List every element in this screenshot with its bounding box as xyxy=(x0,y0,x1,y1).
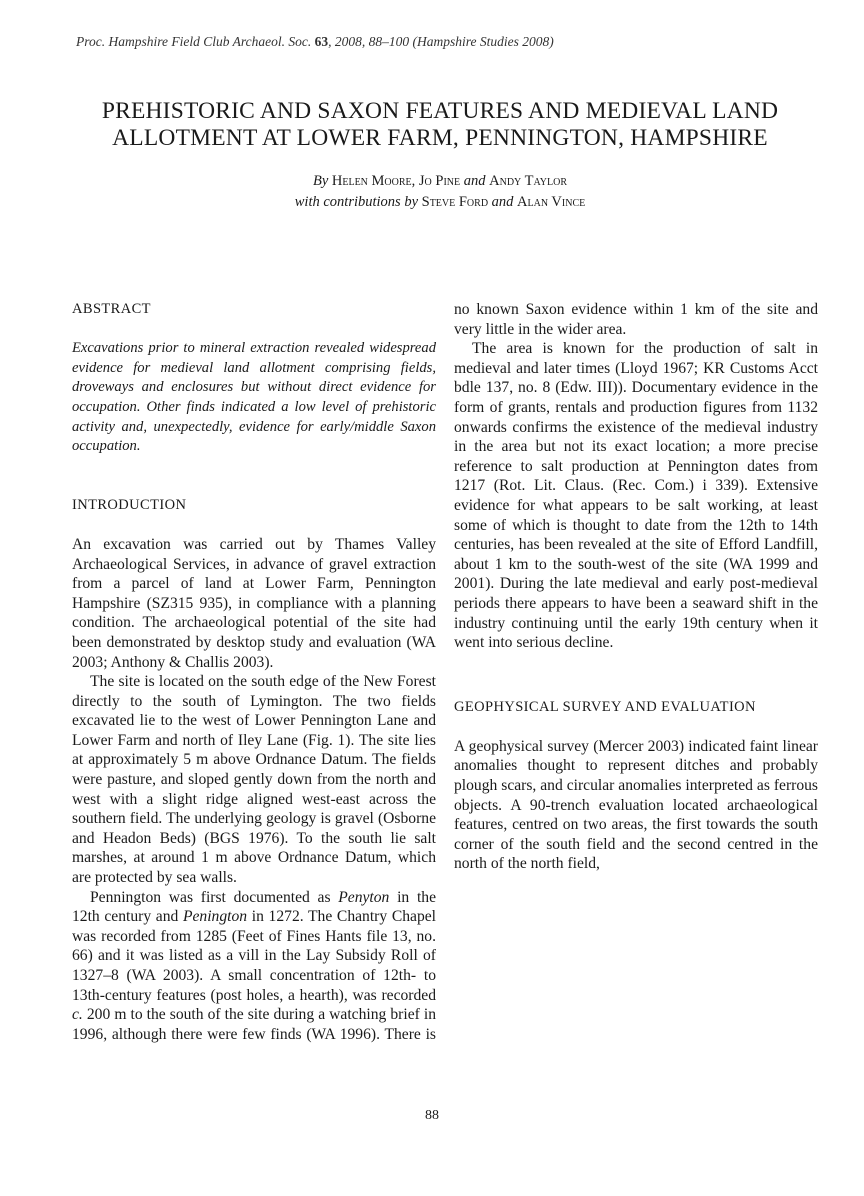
body-paragraph: The area is known for the production of salt in medieval and later times (Lloyd 1967; KR Customs Acct bdle 137, no. 8 (Edw. III)). Documentary evidence in the form of grants, rentals and production figures from 1132 onwards confirms the existence of the medieval industry in the area but not its exact location; a more precise reference to salt production at Pennington dates from 1217 (Rot. Lit. Claus. (Rec. Com.) i 339). Extensive evidence for what appears to be salt working, at least some of which is thought to date from the 12th to 14th centuries, has been revealed at the site of Efford Landfill, about 1 km to the south-west of the site (WA 1999 and 2001). During the late medieval and early post-medieval periods there appears to have been a seaward shift in the industry continuing until the early 19th century when it went into serious decline. xyxy=(454,340,818,652)
geophysics-heading: GEOPHYSICAL SURVEY AND EVALUATION xyxy=(454,698,756,715)
article-title xyxy=(60,98,820,152)
author-name: Andy Taylor xyxy=(489,173,568,189)
author-name: Helen Moore xyxy=(331,173,412,189)
abstract-text: Excavations prior to mineral extraction revealed widespread evidence for medieval land allotment comprising fields, droveways and enclosures but without direct evidence for occupation. Other finds indicated a low level of prehistoric activity and, unexpectedly, evidence for early/middle Saxon occupation. xyxy=(72,340,436,455)
contributor-name: Steve Ford xyxy=(421,194,489,210)
title-line-2: ALLOTMENT AT LOWER FARM, PENNINGTON, HAMPSHIRE xyxy=(112,124,768,151)
right-column xyxy=(454,300,818,874)
title-line-1: PREHISTORIC AND SAXON FEATURES AND MEDIEVAL LAND xyxy=(101,97,779,124)
author-line: By Helen Moore, Jo Pine and Andy Taylor xyxy=(312,173,568,189)
author-name: Jo Pine xyxy=(418,173,461,189)
left-column xyxy=(72,300,436,1044)
body-paragraph: no known Saxon evidence within 1 km of the site and very little in the wider area. xyxy=(454,301,818,338)
body-paragraph: An excavation was carried out by Thames Valley Archaeological Services, in advance of gravel extraction from a parcel of land at Lower Farm, Pennington Hampshire (SZ315 935), in compliance with a planning condition. The archaeological potential of the site had been demonstrated by desktop study and evaluation (WA 2003; Anthony & Challis 2003). xyxy=(72,535,436,671)
running-head: Proc. Hampshire Field Club Archaeol. Soc. 63, 2008, 88–100 (Hampshire Studies 2008) xyxy=(76,34,554,49)
author-block xyxy=(60,171,820,213)
introduction-heading: INTRODUCTION xyxy=(72,496,187,513)
body-paragraph: Pennington was first documented as Penyton in the 12th century and Penington in 1272. The Chantry Chapel was recorded from 1285 (Feet of Fines Hants file 13, no. 66) and it was listed as a vill in the Lay Subsidy Roll of 1327–8 (WA 2003). A small concentration of 12th- to 13th-century features (post holes, a hearth), was recorded c. 200 m to the south of the site during a watching brief in 1996, although there were few finds (WA 1996). There is xyxy=(72,888,436,1043)
page-number: 88 xyxy=(425,1108,439,1123)
contributors-line: with contributions by Steve Ford and Alan Vince xyxy=(294,194,586,210)
abstract-heading: ABSTRACT xyxy=(72,301,151,317)
volume-number: 63 xyxy=(314,34,329,49)
body-paragraph: A geophysical survey (Mercer 2003) indicated faint linear anomalies thought to represent ditches and probably plough scars, and circular anomalies interpreted as ferrous objects. A 90-trench evaluation located archaeological features, centred on two areas, the first towards the south corner of the south field and the second centred in the north of the north field, xyxy=(454,737,818,873)
contributor-name: Alan Vince xyxy=(517,194,586,210)
body-paragraph: The site is located on the south edge of the New Forest directly to the south of Lymington. The two fields excavated lie to the west of Lower Pennington Lane and Lower Farm and north of Iley Lane (Fig. 1). The site lies at approximately 5 m above Ordnance Datum. The fields were pasture, and sloped gently down from the north and west with a slight ridge aligned west-east across the southern field. The underlying geology is gravel (Osborne and Headon Beds) (BGS 1976). To the south lie salt marshes, at around 1 m above Ordnance Datum, which are protected by sea walls. xyxy=(72,673,436,887)
